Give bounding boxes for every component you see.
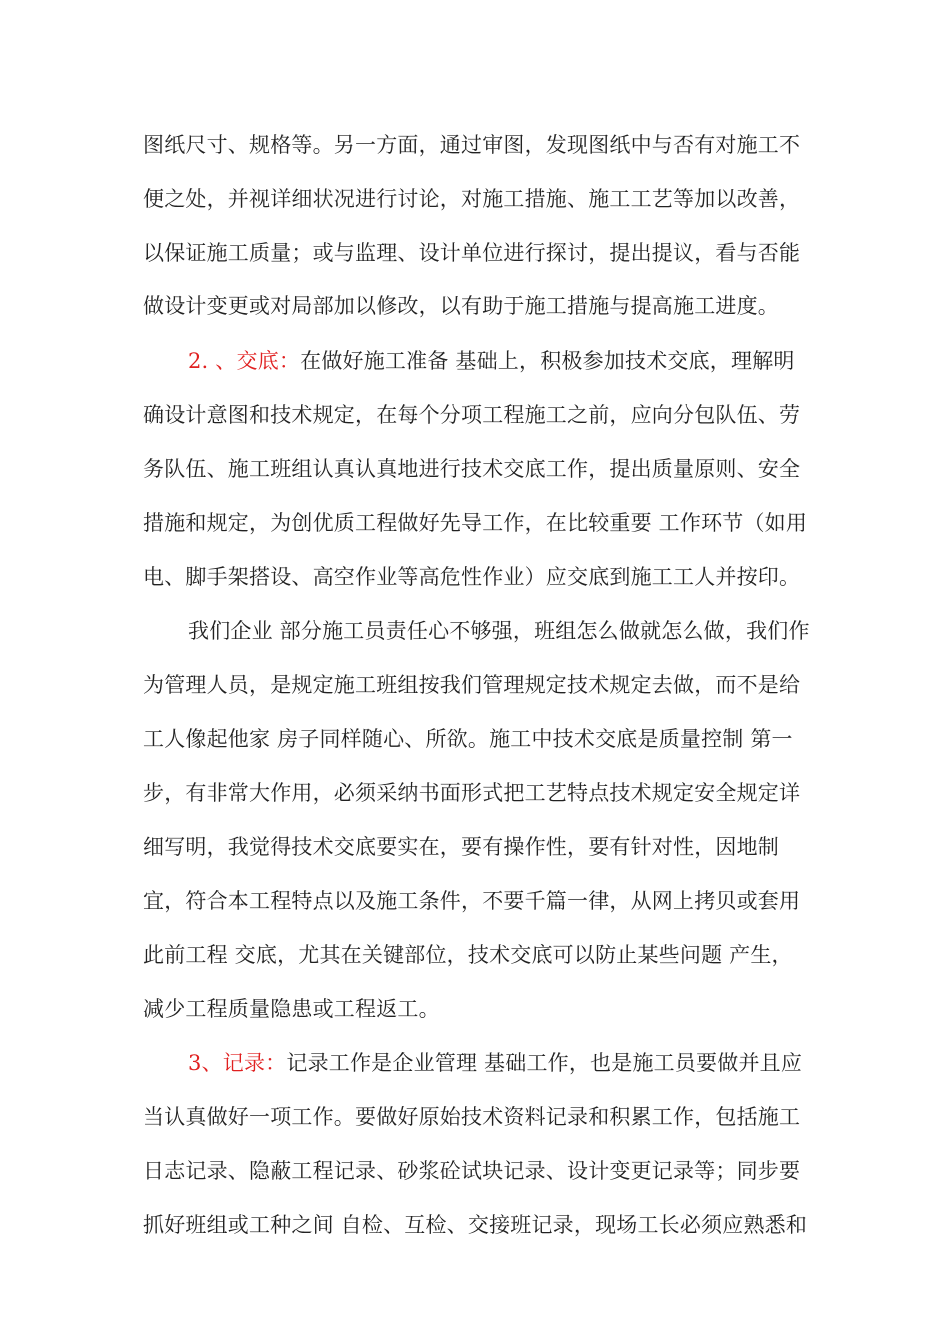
section-heading: 2. 、交底： — [188, 349, 301, 373]
body-text-line: 抓好班组或工种之间 自检、互检、交接班记录，现场工长必须应熟悉和 — [143, 1213, 808, 1237]
body-text-line: 步，有非常大作用，必须采纳书面形式把工艺特点技术规定安全规定详 — [143, 781, 801, 805]
body-text-line: 图纸尺寸、规格等。另一方面，通过审图，发现图纸中与否有对施工不 — [143, 133, 801, 157]
body-text: 记录工作是企业管理 基础工作，也是施工员要做并且应 — [286, 1051, 803, 1075]
body-text-line: 电、脚手架搭设、高空作业等高危性作业）应交底到施工工人并按印。 — [143, 565, 801, 589]
body-text-line: 此前工程 交底，尤其在关键部位，技术交底可以防止某些问题 产生， — [143, 943, 793, 967]
body-text-line: 措施和规定，为创优质工程做好先导工作，在比较重要 工作环节（如用 — [143, 511, 808, 535]
body-text-line: 确设计意图和技术规定，在每个分项工程施工之前，应向分包队伍、劳 — [143, 403, 801, 427]
paragraph-first-line: 我们企业 部分施工员责任心不够强，班组怎么做就怎么做，我们作 — [188, 619, 810, 643]
body-text: 在做好施工准备 基础上，积极参加技术交底，理解明 — [300, 349, 795, 373]
body-text-line: 务队伍、施工班组认真认真地进行技术交底工作，提出质量原则、安全 — [143, 457, 801, 481]
body-text-line: 以保证施工质量；或与监理、设计单位进行探讨，提出提议，看与否能 — [143, 241, 801, 265]
body-text-line: 细写明，我觉得技术交底要实在，要有操作性，要有针对性，因地制 — [143, 835, 779, 859]
body-text-line: 宜，符合本工程特点以及施工条件，不要千篇一律，从网上拷贝或套用 — [143, 889, 801, 913]
body-text-line: 为管理人员，是规定施工班组按我们管理规定技术规定去做，而不是给 — [143, 673, 801, 697]
body-text-line: 当认真做好一项工作。要做好原始技术资料记录和积累工作，包括施工 — [143, 1105, 801, 1129]
body-text-line: 做设计变更或对局部加以修改，以有助于施工措施与提高施工进度。 — [143, 294, 779, 318]
paragraph-first-line — [188, 1049, 802, 1077]
body-text-line: 日志记录、隐蔽工程记录、砂浆砼试块记录、设计变更记录等；同步要 — [143, 1159, 801, 1183]
paragraph-first-line — [188, 347, 795, 375]
section-heading: 3、记录： — [188, 1051, 287, 1075]
body-text-line: 工人像起他家 房子同样随心、所欲。施工中技术交底是质量控制 第一 — [143, 727, 793, 751]
body-text-line: 减少工程质量隐患或工程返工。 — [143, 997, 440, 1021]
body-text-line: 便之处，并视详细状况进行讨论，对施工措施、施工工艺等加以改善， — [143, 187, 801, 211]
